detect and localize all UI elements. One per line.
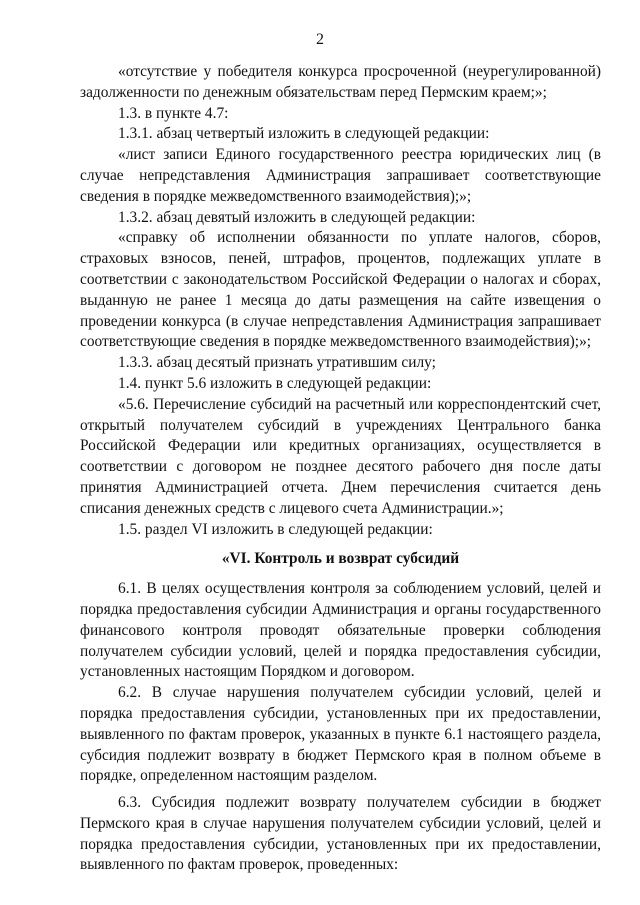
paragraph: 1.3.2. абзац девятый изложить в следующей редакции: bbox=[118, 208, 476, 226]
paragraph: 6.2. В случае нарушения получателем субсидии условий, целей и порядка предоставления субсидии, установленных при их предоставлении, выявленного по фактам проверок, указанных в пункте 6.1 настоящего раздела, субсидия подлежит возврату в бюджет Пермского края в полном объеме в порядке, определенном настоящим разделом. bbox=[80, 684, 601, 785]
paragraph: 1.3. в пункте 4.7: bbox=[118, 104, 229, 122]
paragraph: 1.4. пункт 5.6 изложить в следующей редакции: bbox=[118, 374, 432, 392]
paragraph: «5.6. Перечисление субсидий на расчетный или корреспондентский счет, открытый получателем субсидий в учреждениях Центрального банка Российской Федерации или кредитных организациях, осуществляется в соответствии с договором не позднее десятого рабочего дня после даты принятия Администрацией отчета. Днем перечисления считается день списания денежных средств с лицевого счета Администрации.»; bbox=[80, 395, 601, 517]
paragraph: «лист записи Единого государственного реестра юридических лиц (в случае непредставления Администрация запрашивает соответствующие сведения в порядке межведомственного взаимодействия);»; bbox=[80, 146, 601, 205]
paragraph: «отсутствие у победителя конкурса просроченной (неурегулированной) задолженности по денежным обязательствам перед Пермским краем;»; bbox=[80, 63, 601, 101]
paragraph: 1.5. раздел VI изложить в следующей редакции: bbox=[118, 520, 433, 538]
section-heading: «VI. Контроль и возврат субсидий bbox=[221, 550, 460, 568]
paragraph: 1.3.1. абзац четвертый изложить в следующей редакции: bbox=[118, 125, 490, 143]
paragraph: «справку об исполнении обязанности по уплате налогов, сборов, страховых взносов, пеней, штрафов, процентов, подлежащих уплате в соответствии с законодательством Российской Федерации о налогах и сборах, выданную не ранее 1 месяца до даты размещения на сайте извещения о проведении конкурса (в случае непредставления Администрация запрашивает соответствующие сведения в порядке межведомственного взаимодействия);»; bbox=[80, 229, 601, 351]
paragraph: 6.1. В целях осуществления контроля за соблюдением условий, целей и порядка предоставления субсидии Администрация и органы государственного финансового контроля проводят обязательные проверки соблюдения получателем субсидии условий, целей и порядка предоставления субсидии, установленных настоящим Порядком и договором. bbox=[80, 580, 601, 681]
document-body bbox=[80, 62, 601, 876]
page-number: 2 bbox=[316, 31, 324, 48]
paragraph: 1.3.3. абзац десятый признать утратившим силу; bbox=[118, 354, 436, 372]
paragraph: 6.3. Субсидия подлежит возврату получателем субсидии в бюджет Пермского края в случае нарушения получателем субсидии условий, целей и порядка предоставления субсидии, установленных при их предоставлении, выявленного по фактам проверок, проведенных: bbox=[80, 794, 601, 874]
